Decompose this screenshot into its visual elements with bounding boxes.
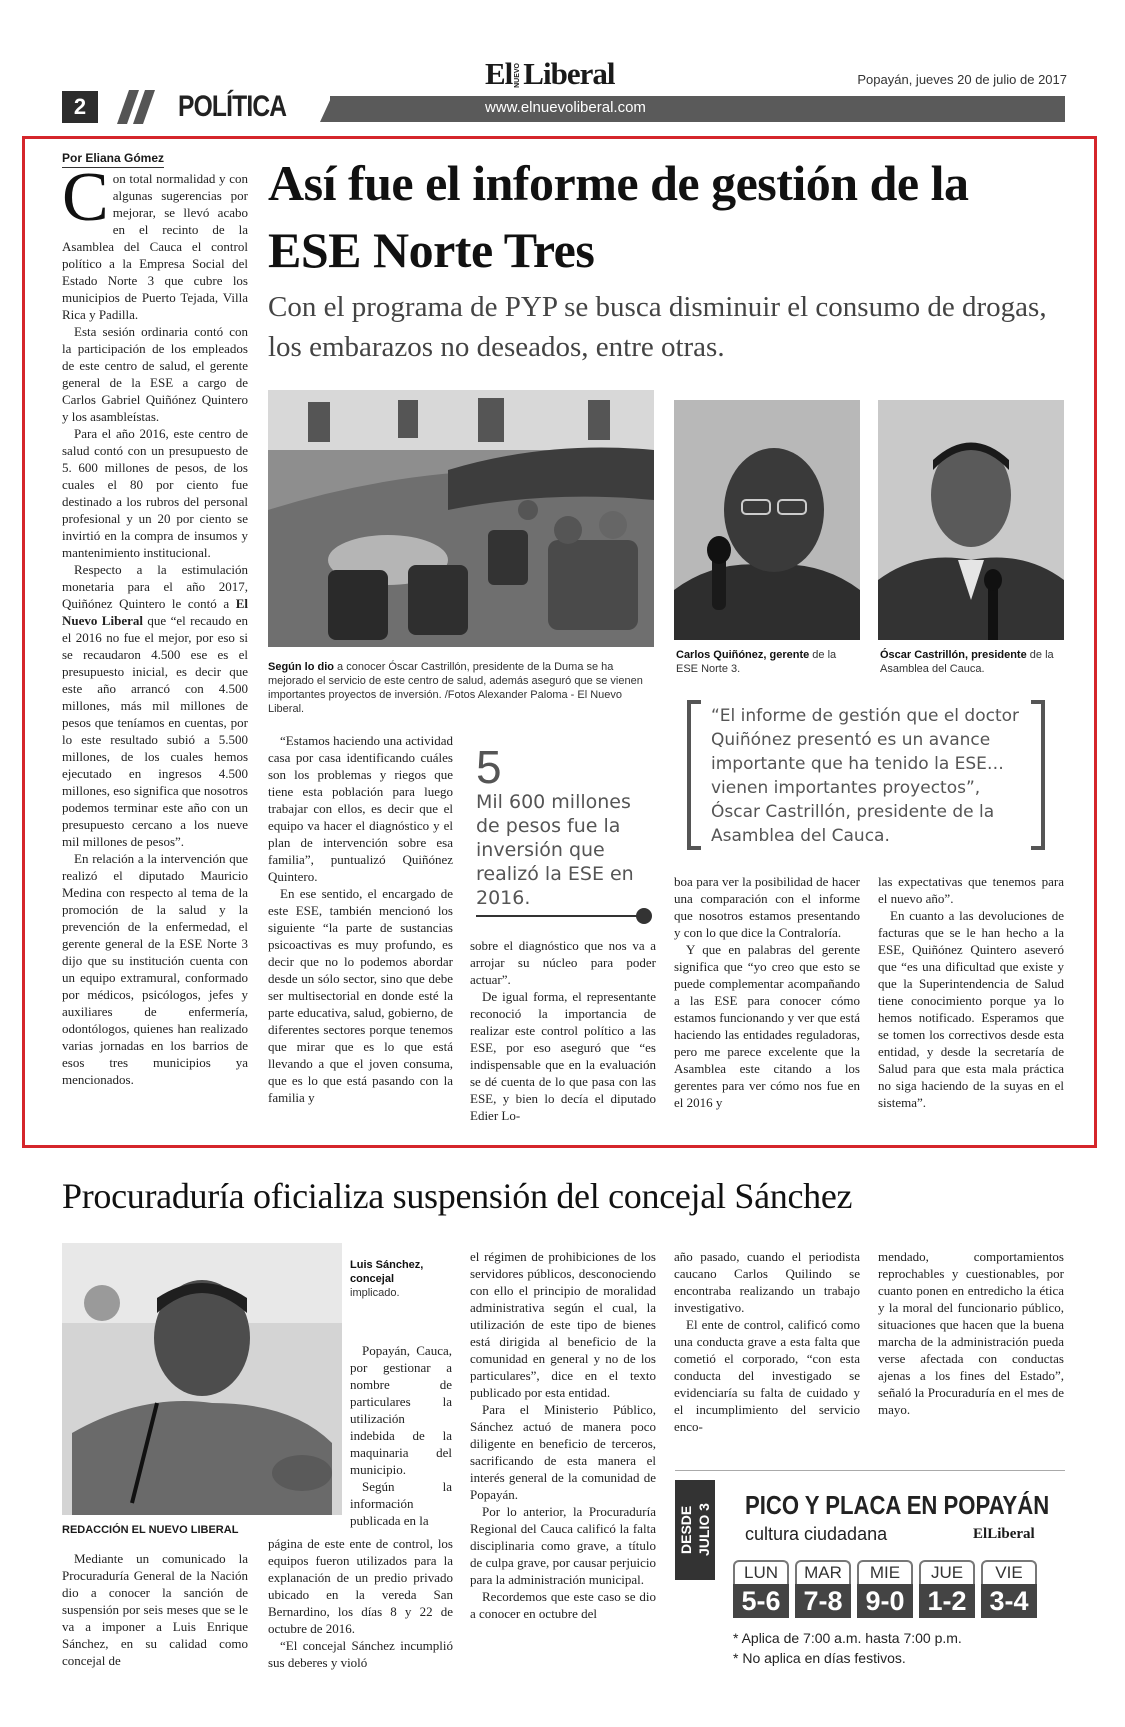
paragraph: En ese sentido, el encargado de este ESE, también mencionó los siguiente “la parte de sustancias psicoactivas es muy profundo, es decir que no lo podemos abordar desde un sólo sector, sino que debe ser multisectorial en donde esté la parte educativa, salud, gobierno, de diferentes sectores porque tenemos que mirar que es lo que está llevando a que el joven consuma, que es lo que está pasando con la familia y [268, 886, 453, 1105]
paragraph: el régimen de prohibiciones de los servidores públicos, desconociendo con ello el principio de moralidad administrativa según el cual, la utilización de este tipo de bienes está dirigida al beneficio de la comunidad en general y no de los particulares”, dice en el texto publicado por esta entidad. [470, 1249, 656, 1400]
paragraph: Mediante un comunicado la Procuraduría General de la Nación dio a conocer la sanción de suspensión por seis meses que se le va a imponer a Luis Enrique Sánchez, en su calidad como concejal de [62, 1551, 248, 1668]
second-column-2-top [350, 1342, 452, 1529]
carlos-quinonez-portrait [674, 400, 860, 640]
article-subheadline: Con el programa de PYP se busca disminuir el consumo de drogas, los embarazos no deseados, entre otras. [268, 291, 1047, 363]
pyp-note-hours: * Aplica de 7:00 a.m. hasta 7:00 p.m. [733, 1630, 962, 1646]
logo-liberal: Liberal [523, 56, 615, 91]
paragraph: De igual forma, el representante reconoció la importancia de realizar este control político a las ESE, por eso aseguró que “es indispensable que en la evaluación se dé cuenta de lo que pasa con las ESE, y bien lo decía el diputado Edier Lo- [470, 989, 656, 1123]
paragraph: Para el Ministerio Público, Sánchez actuó de manera poco diligente en beneficio de terceros, sacrificando de esta manera el interés general de la comunidad de Popayán. [470, 1402, 656, 1502]
day-tuesday: MAR 7-8 [795, 1560, 851, 1618]
page-number: 2 [62, 91, 98, 123]
oscar-castrillon-portrait [878, 400, 1064, 640]
second-article-byline: REDACCIÓN EL NUEVO LIBERAL [62, 1524, 239, 1536]
logo-el: El [485, 56, 513, 91]
website-url[interactable]: www.elnuevoliberal.com [485, 99, 646, 116]
paragraph: Con total normalidad y con algunas sugerencias por mejorar, se llevó acabo en el recinto de la Asamblea del Cauca el control político a la Empresa Social del Estado Norte 3 que cubre los municipios de Puerto Tejada, Villa Rica y Padilla. [62, 159, 248, 322]
article-column-3 [470, 937, 656, 1124]
day-monday: LUN 5-6 [733, 1560, 789, 1618]
stat-bullet [636, 908, 652, 924]
drop-cap: C [62, 159, 109, 236]
second-article-headline: Procuraduría oficializa suspensión del concejal Sánchez [62, 1176, 853, 1216]
article-column-5 [878, 873, 1064, 1111]
stat-rule [476, 915, 641, 917]
paragraph: Esta sesión ordinaria contó con la participación de los empleados de este centro de salud, el gerente general de la ESE a cargo de Carlos Gabriel Quiñónez Quintero y los asambleístas. [62, 324, 248, 424]
day-wednesday: MIE 9-0 [857, 1560, 913, 1618]
newspaper-logo [485, 58, 614, 92]
pyp-title: PICO Y PLACA EN POPAYÁN [745, 1490, 1050, 1520]
luis-sanchez-photo [62, 1243, 342, 1515]
pyp-note-holidays: * No aplica en días festivos. [733, 1650, 906, 1666]
pyp-subtitle: cultura ciudadana [745, 1524, 888, 1544]
article-column-1 [62, 159, 248, 1088]
paragraph: las expectativas que tenemos para el nuevo año”. [878, 874, 1064, 906]
paragraph: Respecto a la estimulación monetaria para el año 2017, Quiñónez Quintero le contó a El Nuevo Liberal que “el recaudo en el 2016 no fue el mejor, por eso si se recaudaron 4.500 ese es el presupuesto inicial, es decir que este año arrancó con 4.500 millones, más mil millones de pesos que teníamos en cuentas, por lo este resultado subió a 5.500 millones, de los cuales hemos ejecutado en ingresos 4.500 millones, eso significa que nosotros podemos terminar este año con un presupuesto cercano a los nueve mil millones de pesos”. [62, 562, 248, 849]
pico-y-placa-box [675, 1470, 1065, 1670]
logo-nuevo: NUEVO [514, 63, 522, 88]
article-column-4 [674, 873, 860, 1111]
paragraph: sobre el diagnóstico que nos va a arrojar su núcleo para poder actuar”. [470, 938, 656, 987]
second-column-4 [674, 1248, 860, 1435]
pyp-date-tag: DESDE JULIO 3 [675, 1480, 715, 1580]
day-friday: VIE 3-4 [981, 1560, 1037, 1618]
quote-bracket-left [687, 700, 701, 850]
assembly-session-photo [268, 390, 654, 647]
dateline: Popayán, jueves 20 de julio de 2017 [857, 72, 1067, 87]
stat-text: Mil 600 millones de pesos fue la inversión que realizó la ESE en 2016. [476, 791, 634, 909]
paragraph: En relación a la intervención que realizó el diputado Mauricio Medina con respecto al tema de la promoción de la salud y la prevención de la enfermedad, el gerente general de la ESE Norte 3 dijo que su institución cuenta con un equipo extramural, conformado por médicos, psicólogos, jefes y auxiliares de enfermería, odontólogos, quienes han realizado varias jornadas en los barrios de esos tres municipios ya mencionados. [62, 851, 248, 1087]
paragraph: año pasado, cuando el periodista caucano Carlos Quilindo se encontraba realizando un trabajo investigativo. [674, 1249, 860, 1315]
portrait-1-caption: Carlos Quiñónez, gerente de la ESE Norte 3. [676, 649, 837, 675]
day-thursday: JUE 1-2 [919, 1560, 975, 1618]
paragraph: boa para ver la posibilidad de hacer una comparación con el informe que nosotros estamos presentando y con lo que dice la Contraloría. [674, 874, 860, 940]
paragraph: Según la información publicada en la [350, 1479, 452, 1528]
second-column-5 [878, 1248, 1064, 1418]
assembly-photo-caption: Según lo dio a conocer Óscar Castrillón, presidente de la Duma se ha mejorado el servicio de este centro de salud, además aseguró que se vienen importantes proyectos de inversión. /Fotos Alexander Paloma - El Nuevo Liberal. [268, 661, 643, 715]
paragraph: Para el año 2016, este centro de salud contó con un presupuesto de 5. 600 millones de pesos, de los cuales el 80 por ciento fue destinado a los rubros del personal profesional y un 20 por ciento se invirtió en la compra de insumos y mantenimiento institucional. [62, 426, 248, 560]
pyp-logo: ElLiberal [973, 1526, 1035, 1542]
quote-bracket-right [1031, 700, 1045, 850]
paragraph: El ente de control, calificó como una conducta grave a esta falta que cometió el corporado, “con esta conducta del investigado se evidenciaría su falta de cuidado y el incumplimiento del servicio enco- [674, 1317, 860, 1434]
second-column-3 [470, 1248, 656, 1622]
paragraph: Y que en palabras del gerente significa que “yo creo que esto se puede complementar acompañando a las ESE para conocer cómo estamos funcionando y ver que está haciendo las entidades reguladoras, pero me parece excelente que la Asamblea este citando a los gerentes para ver cómo nos fue en el 2016 y [674, 942, 860, 1110]
sanchez-photo-caption: Luis Sánchez, concejal implicado. [350, 1259, 424, 1299]
header-bar [330, 96, 1065, 122]
newspaper-name: El Nuevo Liberal [62, 596, 248, 628]
second-column-1 [62, 1550, 248, 1669]
pyp-days-row [733, 1560, 1037, 1618]
paragraph: En cuanto a las devoluciones de facturas que se le han hecho a la ESE, Quiñónez Quintero aseveró que “es una dificultad que existe y que la Superintendencia de Salud tiene conocimiento porque ya lo hemos notificado. Esperamos que se tomen los correctivos desde esta entidad, y desde la secretaría de Salud para que esta mala práctica no siga haciendo de la suyas en el sistema”. [878, 908, 1064, 1110]
stat-number: 5 [476, 741, 502, 793]
portrait-2-caption: Óscar Castrillón, presidente de la Asamblea del Cauca. [880, 649, 1054, 675]
article-column-2 [268, 732, 453, 1106]
paragraph: Popayán, Cauca, por gestionar a nombre de particulares la utilización indebida de la maquinaria del municipio. [350, 1343, 452, 1477]
pull-quote [687, 700, 1045, 850]
quote-text: “El informe de gestión que el doctor Quiñónez presentó es un avance importante que ha tenido la ESE… vienen importantes proyectos”, Óscar Castrillón, presidente de la Asamblea del Cauca. [711, 706, 1020, 846]
paragraph: “Estamos haciendo una actividad casa por casa identificando cuáles son los problemas y riegos que tiene esta población para luego trabajar con ellos, es decir que el equipo va hacer el diagnóstico y el plan de intervención sobre esa familia”, puntualizó Quiñónez Quintero. [268, 733, 453, 884]
section-title: POLÍTICA [178, 90, 287, 123]
paragraph: Por lo anterior, la Procuraduría Regional del Cauca calificó la falta disciplinaria como grave, a título de culpa grave, por causar perjuicio para la administración municipal. [470, 1504, 656, 1587]
article-byline: Por Eliana Gómez [62, 151, 164, 168]
paragraph: “El concejal Sánchez incumplió sus deberes y violó [268, 1638, 453, 1670]
paragraph: mendado, comportamientos reprochables y cuestionables, por cuanto ponen en entredicho la ética y la moral del funcionario público, situaciones que hacen que la buena marcha de la administración pueda verse afectada con conductas ajenas a los fines del Estado”, señaló la Procuraduría en el mes de mayo. [878, 1249, 1064, 1417]
section-slashes-decoration [115, 90, 165, 124]
paragraph: página de este ente de control, los equipos fueron utilizados para la explanación de un predio privado ubicado en la vereda San Bernardino, los días 8 y 22 de octubre de 2016. [268, 1536, 453, 1636]
page-header [0, 0, 1125, 125]
second-column-2 [268, 1535, 453, 1671]
article-headline: Así fue el informe de gestión de la ESE Norte Tres [268, 155, 969, 278]
paragraph: Recordemos que este caso se dio a conocer en octubre del [470, 1589, 656, 1621]
